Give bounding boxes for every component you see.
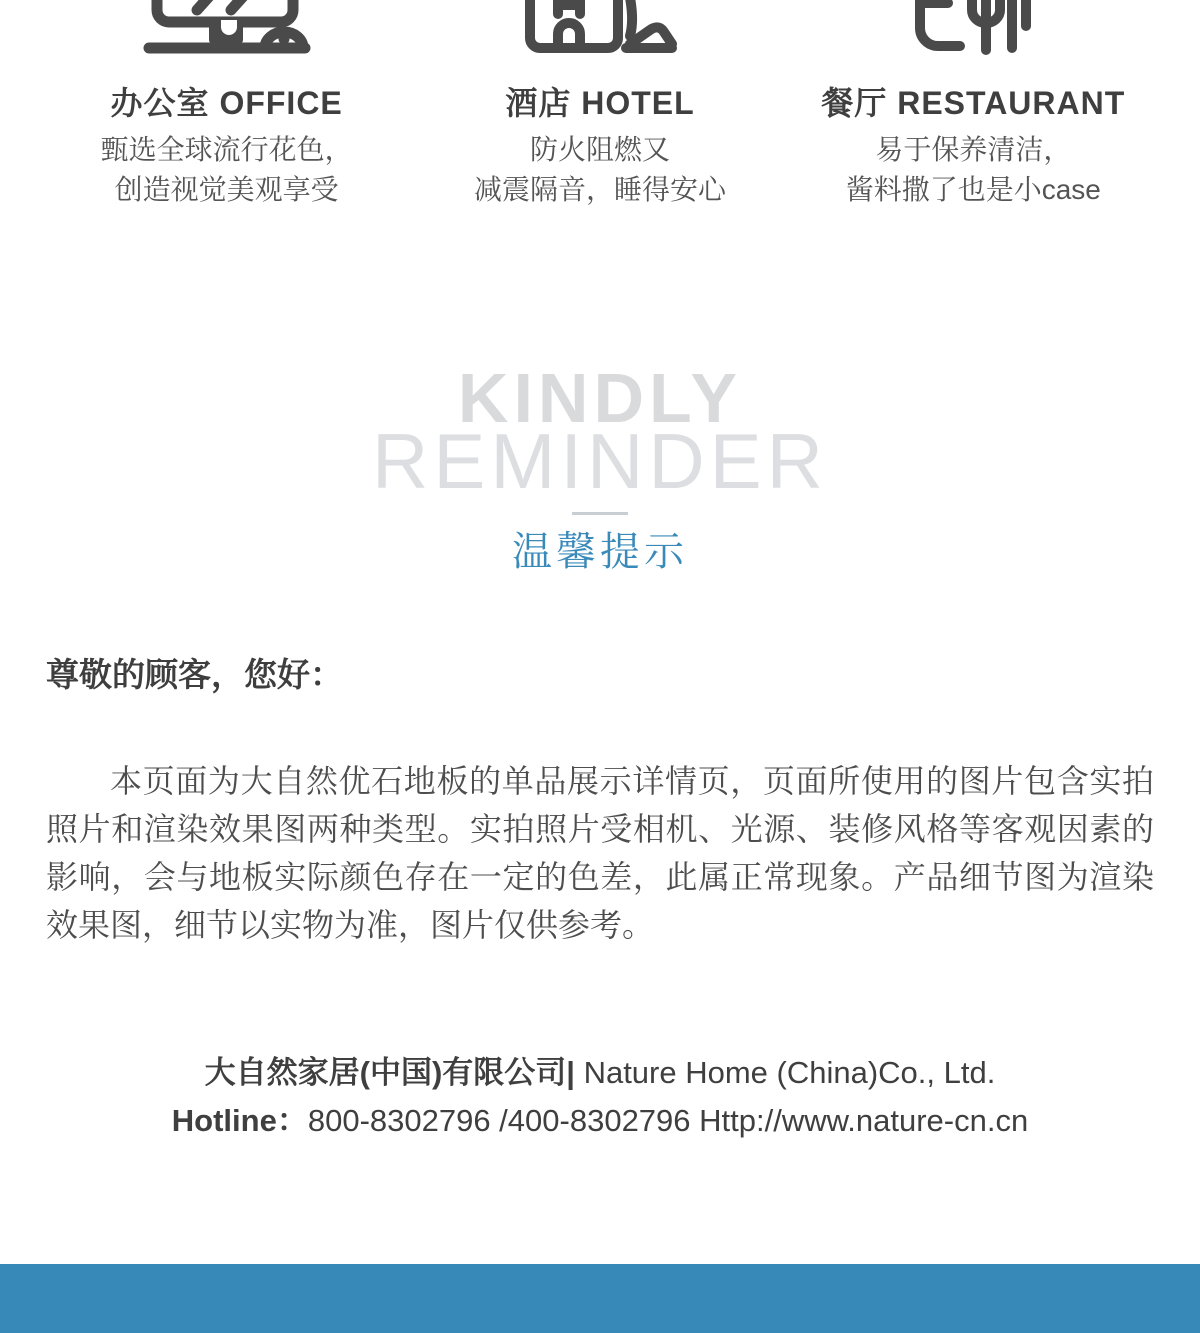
feature-desc-line: 酱料撒了也是小case — [845, 174, 1101, 205]
bottom-blue-bar — [0, 1264, 1200, 1333]
feature-desc — [787, 130, 1160, 210]
hotline-label: Hotline： — [171, 1103, 308, 1138]
feature-office — [40, 0, 413, 210]
feature-title: 酒店 HOTEL — [505, 85, 695, 121]
feature-title: 办公室 OFFICE — [110, 85, 343, 121]
kindly-title-line2: REMINDER — [371, 417, 828, 505]
company-name-line — [0, 1049, 1200, 1097]
feature-desc-line: 甄选全球流行花色， — [100, 134, 353, 165]
company-name-cn: 大自然家居(中国)有限公司| — [204, 1055, 575, 1090]
feature-restaurant — [787, 0, 1160, 210]
feature-title: 餐厅 RESTAURANT — [821, 85, 1126, 121]
customer-greeting: 尊敬的顾客，您好： — [46, 656, 343, 693]
notice-paragraph: 本页面为大自然优石地板的单品展示详情页，页面所使用的图片包含实拍照片和渲染效果图两种类型。实拍照片受相机、光源、装修风格等客观因素的影响，会与地板实际颜色存在一定的色差，此属正常现象。产品细节图为渲染效果图，细节以实物为准，图片仅供参考。 — [46, 763, 1154, 943]
feature-desc — [413, 130, 786, 210]
divider-line — [572, 512, 628, 515]
feature-columns — [0, 0, 1200, 210]
company-name-en: Nature Home (China)Co., Ltd. — [574, 1055, 996, 1090]
hotline-value: 800-8302796 /400-8302796 Http://www.nature-cn.cn — [307, 1103, 1029, 1138]
kindly-reminder-heading — [0, 359, 1200, 575]
hotel-building-icon — [413, 0, 786, 55]
feature-hotel — [413, 0, 786, 210]
feature-desc-line: 易于保养清洁， — [875, 134, 1072, 165]
reminder-chinese-title: 温馨提示 — [512, 530, 688, 574]
hotline-line — [0, 1097, 1200, 1145]
feature-desc-line: 防火阻燃又 — [529, 134, 670, 165]
restaurant-cutlery-icon — [787, 0, 1160, 55]
kindly-title-line1: KINDLY — [457, 359, 743, 437]
office-desk-icon — [40, 0, 413, 55]
feature-desc-line: 创造视觉美观享受 — [114, 174, 339, 205]
feature-desc-line: 减震隔音，睡得安心 — [473, 174, 726, 205]
company-footer — [0, 1049, 1200, 1145]
notice-section — [0, 655, 1200, 949]
feature-desc — [40, 130, 413, 210]
